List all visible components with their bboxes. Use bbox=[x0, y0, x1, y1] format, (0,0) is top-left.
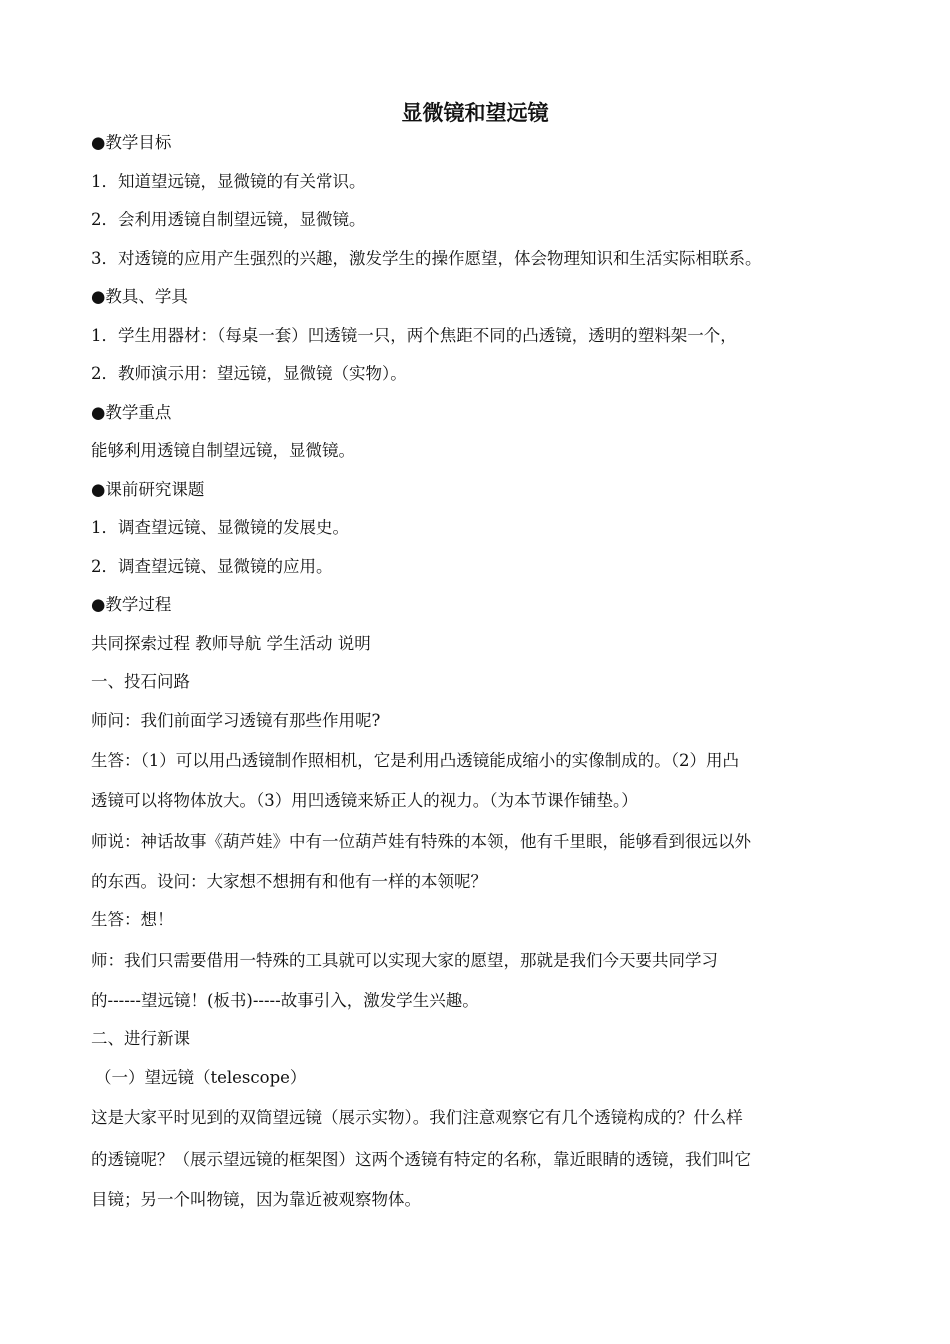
teacher-story-line-1: 师说：神话故事《葫芦娃》中有一位葫芦娃有特殊的本领，他有千里眼，能够看到很远以外 bbox=[91, 831, 751, 851]
key-point-text: 能够利用透镜自制望远镜，显微镜。 bbox=[91, 441, 355, 460]
teacher-intro-line-1: 师：我们只需要借用一特殊的工具就可以实现大家的愿望，那就是我们今天要共同学习 bbox=[91, 950, 718, 970]
telescope-paragraph-line-3: 目镜；另一个叫物镜，因为靠近被观察物体。 bbox=[91, 1190, 421, 1209]
objective-item-1: 1．知道望远镜，显微镜的有关常识。 bbox=[91, 171, 366, 191]
teacher-intro-line-2: 的------望远镜！(板书)-----故事引入，激发学生兴趣。 bbox=[91, 990, 479, 1010]
document-body bbox=[91, 124, 871, 1220]
objective-item-2: 2．会利用透镜自制望远镜，显微镜。 bbox=[91, 210, 366, 229]
research-item-2: 2．调查望远镜、显微镜的应用。 bbox=[91, 556, 333, 576]
part-one-heading: 一、投石问路 bbox=[91, 672, 190, 691]
section-heading-materials: ●教具、学具 bbox=[91, 287, 188, 306]
section-heading-objectives: ●教学目标 bbox=[91, 133, 172, 152]
materials-item-1: 1．学生用器材：（每桌一套）凹透镜一只，两个焦距不同的凸透镜，透明的塑料架一个， bbox=[91, 325, 737, 345]
section-heading-research: ●课前研究课题 bbox=[91, 479, 205, 499]
student-answer-line-2: 透镜可以将物体放大。（3）用凹透镜来矫正人的视力。（为本节课作铺垫。） bbox=[91, 791, 638, 810]
section-heading-process: ●教学过程 bbox=[91, 595, 172, 614]
research-item-1: 1．调查望远镜、显微镜的发展史。 bbox=[91, 518, 349, 537]
telescope-paragraph-line-1: 这是大家平时见到的双筒望远镜（展示实物）。我们注意观察它有几个透镜构成的？什么样 bbox=[91, 1108, 743, 1127]
telescope-paragraph-line-2: 的透镜呢？（展示望远镜的框架图）这两个透镜有特定的名称，靠近眼睛的透镜，我们叫它 bbox=[91, 1150, 751, 1169]
student-reply: 生答：想！ bbox=[91, 910, 174, 929]
document-title: 显微镜和望远镜 bbox=[401, 101, 549, 125]
student-answer-line-1: 生答：（1）可以用凸透镜制作照相机，它是利用凸透镜能成缩小的实像制成的。（2）用凸 bbox=[91, 751, 739, 770]
teacher-question: 师问：我们前面学习透镜有那些作用呢? bbox=[91, 710, 381, 730]
teacher-story-line-2: 的东西。设问：大家想不想拥有和他有一样的本领呢？ bbox=[91, 871, 487, 891]
process-columns-line: 共同探索过程 教师导航 学生活动 说明 bbox=[91, 633, 371, 653]
section-heading-key-point: ●教学重点 bbox=[91, 402, 172, 422]
objective-item-3: 3．对透镜的应用产生强烈的兴趣，激发学生的操作愿望，体会物理知识和生活实际相联系。 bbox=[91, 248, 762, 268]
part-two-heading: 二、进行新课 bbox=[91, 1029, 190, 1048]
materials-item-2: 2．教师演示用：望远镜，显微镜（实物）。 bbox=[91, 364, 407, 383]
subsection-telescope-heading: （一）望远镜（telescope） bbox=[95, 1067, 307, 1087]
